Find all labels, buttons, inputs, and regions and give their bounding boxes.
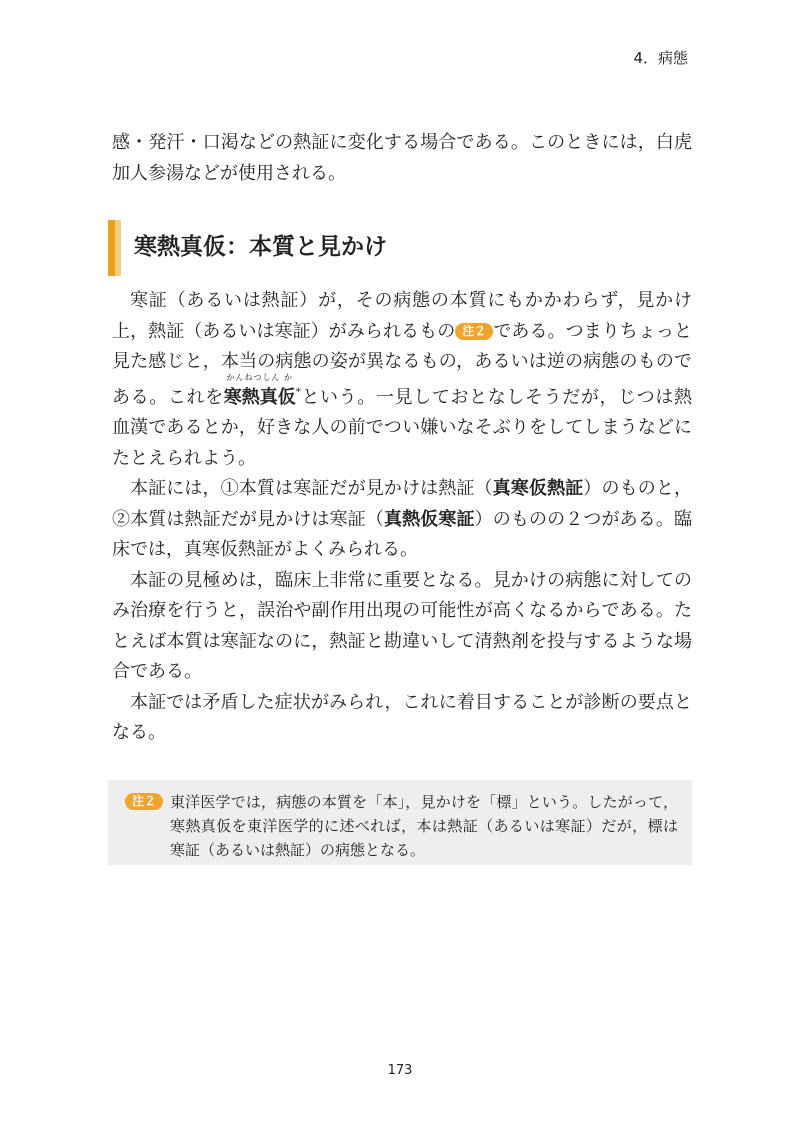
intro-text: 感・発汗・口渇などの熱証に変化する場合である。このときには，白虎加人参湯などが使用される。 (112, 132, 692, 184)
section-heading (108, 220, 692, 276)
paragraph-1-part-3: という。一見しておとなしそうだが，じつは熱血漢であるとか，好きな人の前でつい嫌いなそぶりをしてしまうなどにたとえられよう。 (112, 386, 693, 469)
term-kannetsu-shinka (223, 372, 296, 414)
paragraph-1-part-1: 寒証（あるいは熱証）が，その病態の本質にもかかわらず，見かけ上，熱証（あるいは寒証）がみられるもの (112, 290, 692, 342)
note-box (108, 780, 692, 865)
running-header: 4．病態 (633, 49, 688, 67)
term-shinkan-kanetsu: 真寒仮熱証 (492, 478, 584, 499)
note-label-badge: 注２ (125, 793, 163, 810)
heading-accent-bar-light (115, 220, 121, 276)
intro-paragraph (112, 128, 692, 189)
term-text: 寒熱真仮 (223, 386, 296, 408)
term-shinnetsu-kakan: 真熱仮寒証 (383, 508, 475, 530)
term-reading: かんねつしん か (226, 372, 294, 382)
main-body (112, 286, 692, 749)
paragraph-1 (112, 286, 692, 474)
page-number: 173 (387, 1063, 413, 1078)
note-text: 東洋医学では，病態の本質を「本」，見かけを「標」という。したがって，寒熱真仮を東洋医学的に述べれば，本は熱証（あるいは寒証）だが，標は寒証（あるいは熱証）の病態となる。 (170, 793, 678, 859)
paragraph-4: 本証では矛盾した症状がみられ，これに着目することが診断の要点となる。 (112, 691, 692, 743)
paragraph-2 (112, 474, 692, 566)
paragraph-3: 本証の見極めは，臨床上非常に重要となる。見かけの病態に対してのみ治療を行うと，誤治や副作用出現の可能性が高くなるからである。たとえば本質は寒証なのに，熱証と勘違いして清熱剤を投与するような場合である。 (112, 569, 692, 682)
paragraph-2-part-2: ）のものと，②本質は熱証だが見かけは寒証（ (112, 478, 693, 530)
heading-accent-bar (108, 220, 115, 276)
note-reference-badge[interactable]: 注２ (455, 323, 493, 340)
paragraph-2-part-1: 本証には，①本質は寒証だが見かけは熱証（ (130, 478, 493, 499)
term-mark: * (295, 386, 301, 398)
paragraph-1-part-2: である。つまりちょっと見た感じと，本当の病態の姿が異なるもの，あるいは逆の病態のものである。これを (112, 320, 693, 408)
paragraph-2-part-3: ）のものの２つがある。臨床では，真寒仮熱証がよくみられる。 (112, 508, 693, 560)
section-title: 寒熱真仮：本質と見かけ (134, 234, 387, 260)
